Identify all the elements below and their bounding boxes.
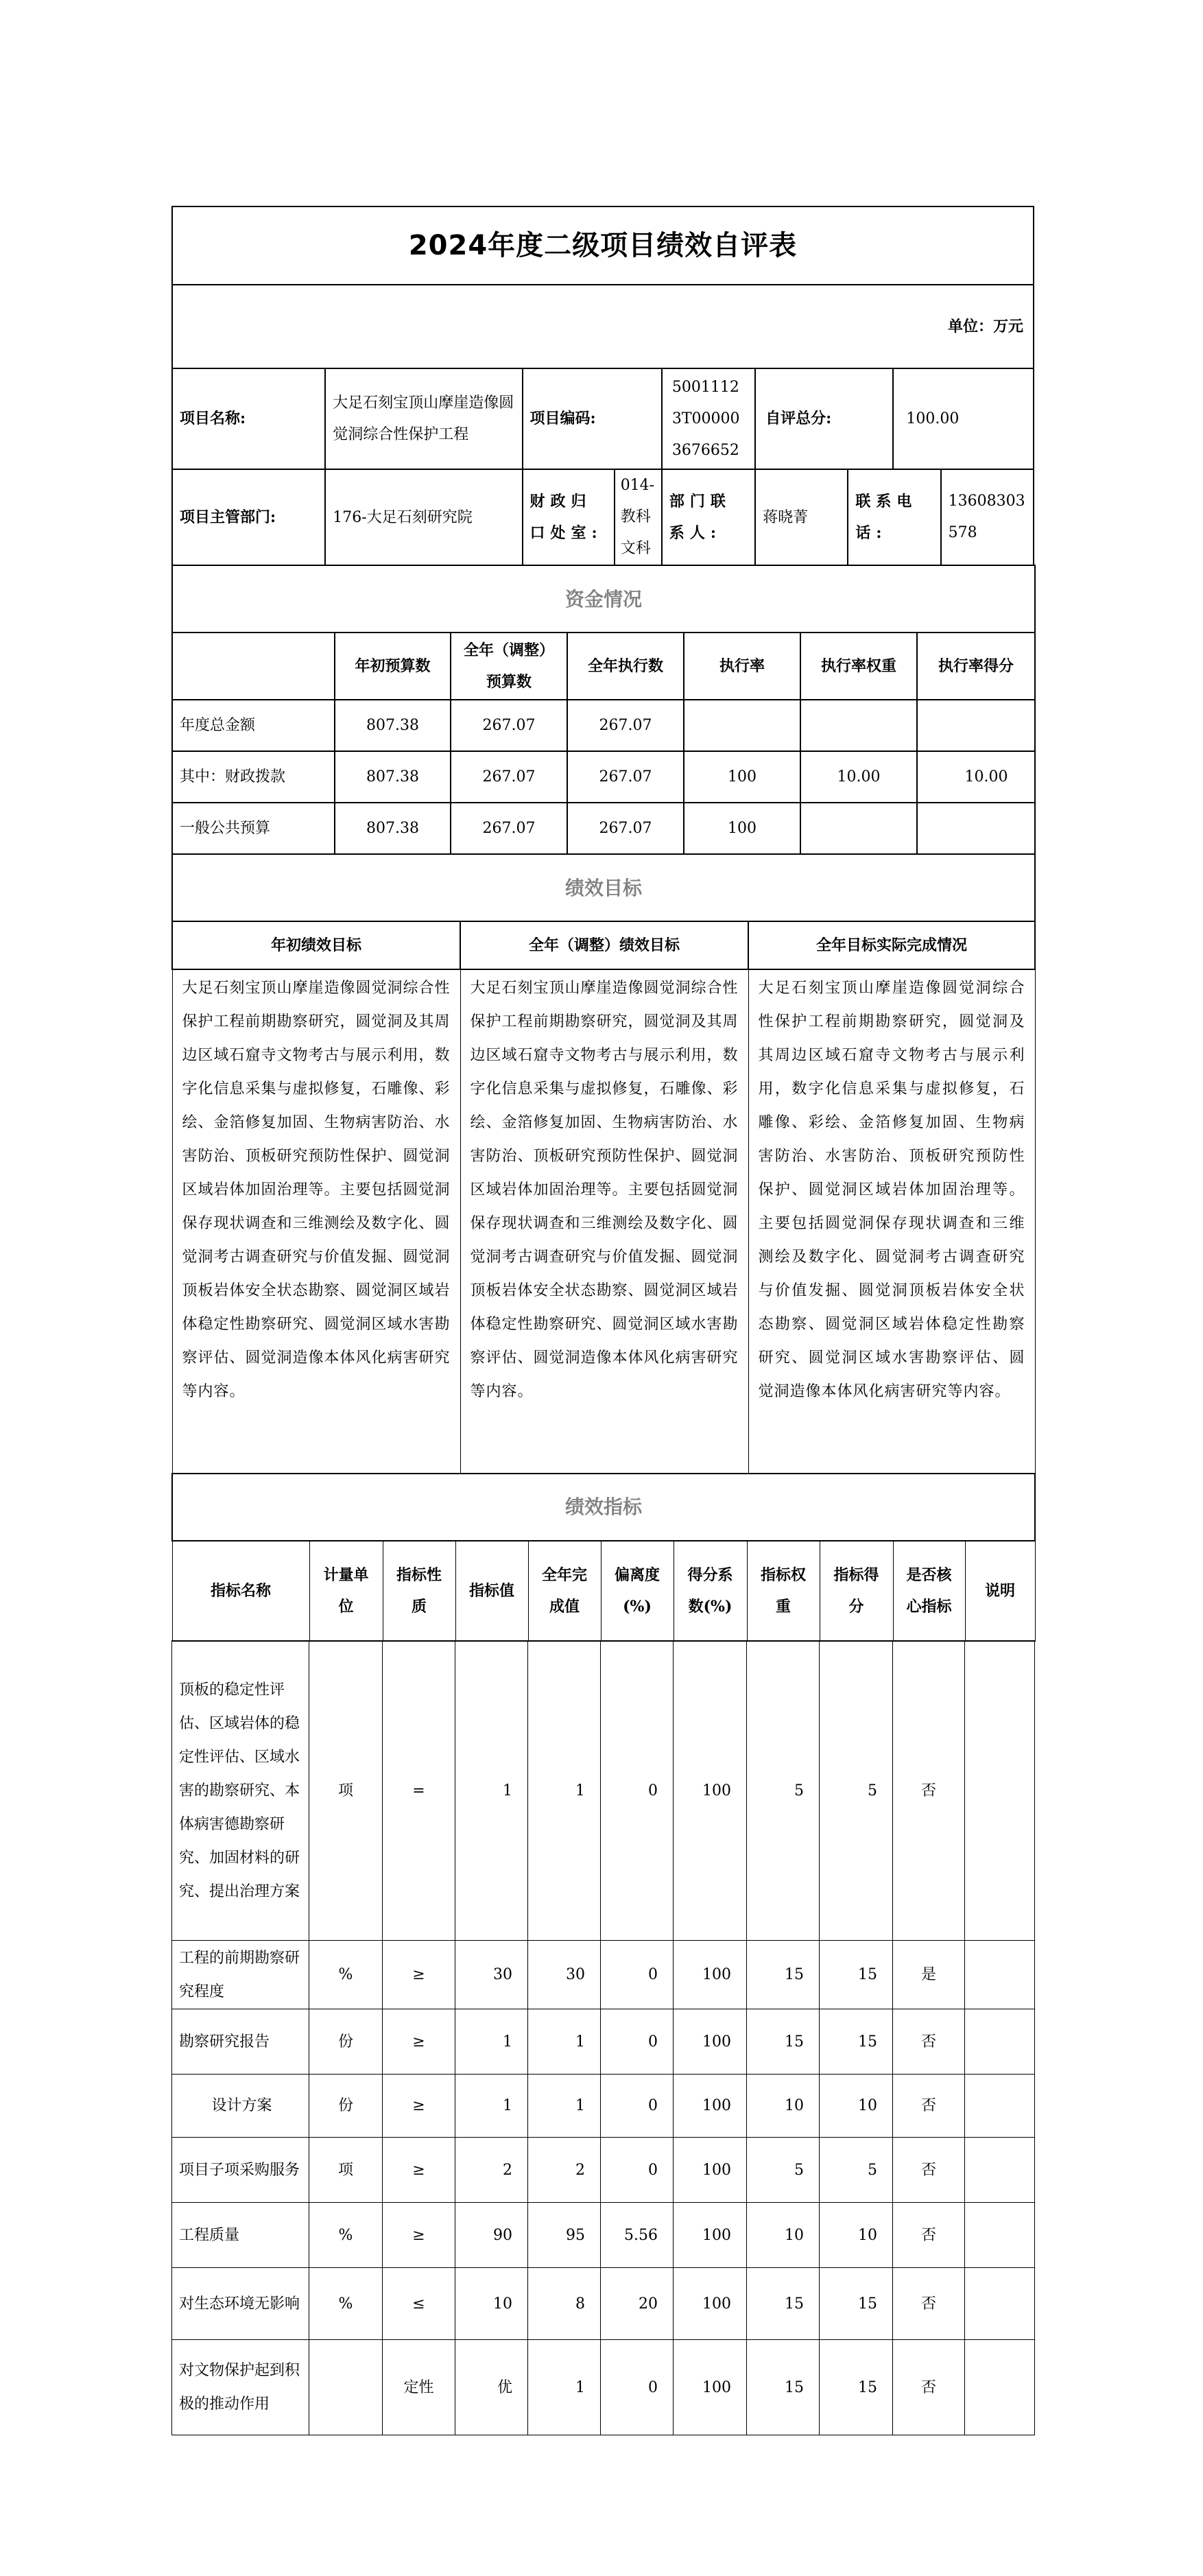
self-score-label: 自评总分: xyxy=(755,368,893,469)
funds-row-label: 一般公共预算 xyxy=(172,803,335,854)
indicator-nature: 定性 xyxy=(383,2340,455,2435)
initial-budget: 807.38 xyxy=(335,803,451,854)
rate-score: 10.00 xyxy=(917,751,1035,803)
indicator-note xyxy=(965,1641,1035,1941)
indicator-score: 15 xyxy=(820,2268,893,2340)
indicator-weight: 15 xyxy=(747,2340,820,2435)
funds-table xyxy=(171,565,1036,855)
indicator-coefficient: 100 xyxy=(674,2203,747,2268)
ind-header: 计量单位 xyxy=(309,1541,383,1642)
indicator-deviation: 0 xyxy=(601,1641,674,1941)
indicator-score: 10 xyxy=(820,2203,893,2268)
indicator-deviation: 0 xyxy=(601,2138,674,2203)
goal-initial-text: 大足石刻宝顶山摩崖造像圆觉洞综合性保护工程前期勘察研究，圆觉洞及其周边区域石窟寺文物考古与展示利用，数字化信息采集与虚拟修复，石雕像、彩绘、金箔修复加固、生物病害防治、水害防治、顶板研究预防性保护、圆觉洞区域岩体加固治理等。主要包括圆觉洞保存现状调查和三维测绘及数字化、圆觉洞考古调查研究与价值发掘、圆觉洞顶板岩体安全状态勘察、圆觉洞区域岩体稳定性勘察研究、圆觉洞区域水害勘察评估、圆觉洞造像本体风化病害研究等内容。 xyxy=(172,969,460,1474)
indicator-note xyxy=(965,2340,1035,2435)
project-code-label: 项目编码: xyxy=(523,368,662,469)
funds-header: 执行率得分 xyxy=(917,633,1035,700)
indicator-row xyxy=(172,2340,1035,2435)
ind-header: 指标性质 xyxy=(383,1541,455,1642)
unit-label: 单位：万元 xyxy=(172,285,1034,368)
indicator-name: 设计方案 xyxy=(172,2075,309,2138)
indicator-core: 否 xyxy=(893,2009,965,2075)
indicator-core: 是 xyxy=(893,1941,965,2009)
initial-budget: 807.38 xyxy=(335,700,451,751)
indicator-nature: = xyxy=(383,1641,455,1941)
indicator-row xyxy=(172,2009,1035,2075)
indicator-name: 对文物保护起到积极的推动作用 xyxy=(172,2340,309,2435)
adjusted-budget: 267.07 xyxy=(451,803,567,854)
indicator-nature: ≤ xyxy=(383,2268,455,2340)
ind-header: 是否核心指标 xyxy=(893,1541,965,1642)
indicator-name: 顶板的稳定性评估、区域岩体的稳定性评估、区域水害的勘察研究、本体病害德勘察研究、加固材料的研究、提出治理方案 xyxy=(172,1641,309,1941)
execution-rate xyxy=(684,700,800,751)
indicator-weight: 15 xyxy=(747,1941,820,2009)
indicator-name: 项目子项采购服务 xyxy=(172,2138,309,2203)
rate-weight xyxy=(800,700,917,751)
goals-section-title: 绩效目标 xyxy=(172,854,1035,921)
indicator-actual: 1 xyxy=(528,2009,601,2075)
goals-table xyxy=(171,853,1036,1474)
indicator-unit xyxy=(309,2340,383,2435)
indicator-core: 否 xyxy=(893,1641,965,1941)
ind-header: 说明 xyxy=(965,1541,1035,1642)
ind-header: 全年完成值 xyxy=(528,1541,601,1642)
indicator-unit: % xyxy=(309,1941,383,2009)
indicator-weight: 5 xyxy=(747,1641,820,1941)
indicator-nature: ≥ xyxy=(383,1941,455,2009)
page-title: 2024年度二级项目绩效自评表 xyxy=(172,206,1034,285)
indicator-score: 10 xyxy=(820,2075,893,2138)
indicator-coefficient: 100 xyxy=(674,1641,747,1941)
department-value: 176-大足石刻研究院 xyxy=(325,469,522,565)
indicator-actual: 30 xyxy=(528,1941,601,2009)
indicator-deviation: 0 xyxy=(601,2340,674,2435)
contact-label: 部门联系人: xyxy=(662,469,755,565)
indicator-weight: 15 xyxy=(747,2268,820,2340)
indicator-target: 10 xyxy=(455,2268,528,2340)
ind-header: 指标权重 xyxy=(747,1541,820,1642)
indicator-unit: 份 xyxy=(309,2009,383,2075)
funds-row xyxy=(172,700,1035,751)
indicator-actual: 95 xyxy=(528,2203,601,2268)
project-name-value: 大足石刻宝顶山摩崖造像圆觉洞综合性保护工程 xyxy=(325,368,522,469)
funds-header: 全年执行数 xyxy=(567,633,684,700)
indicator-note xyxy=(965,2075,1035,2138)
funds-header: 执行率权重 xyxy=(800,633,917,700)
indicator-target: 1 xyxy=(455,2075,528,2138)
funds-row xyxy=(172,803,1035,854)
indicator-unit: 份 xyxy=(309,2075,383,2138)
goals-header-row xyxy=(172,921,1035,969)
indicator-actual: 1 xyxy=(528,2340,601,2435)
indicator-target: 1 xyxy=(455,1641,528,1941)
indicator-name: 工程的前期勘察研究程度 xyxy=(172,1941,309,2009)
indicator-coefficient: 100 xyxy=(674,1941,747,2009)
indicator-unit: % xyxy=(309,2203,383,2268)
indicator-unit: 项 xyxy=(309,2138,383,2203)
indicator-actual: 1 xyxy=(528,1641,601,1941)
phone-label: 联系电话: xyxy=(848,469,940,565)
funds-row-label: 其中：财政拨款 xyxy=(172,751,335,803)
indicator-row xyxy=(172,2075,1035,2138)
indicator-score: 15 xyxy=(820,1941,893,2009)
indicator-target: 2 xyxy=(455,2138,528,2203)
indicator-target: 30 xyxy=(455,1941,528,2009)
phone-value: 13608303578 xyxy=(941,469,1034,565)
indicator-note xyxy=(965,2138,1035,2203)
ind-header: 指标得分 xyxy=(820,1541,893,1642)
indicators-section-title: 绩效指标 xyxy=(172,1474,1035,1541)
rate-score xyxy=(917,803,1035,854)
indicator-deviation: 0 xyxy=(601,2009,674,2075)
indicator-core: 否 xyxy=(893,2203,965,2268)
indicator-name: 勘察研究报告 xyxy=(172,2009,309,2075)
execution-rate: 100 xyxy=(684,803,800,854)
ind-header: 偏离度(%) xyxy=(601,1541,674,1642)
indicator-unit: % xyxy=(309,2268,383,2340)
goal-actual-text: 大足石刻宝顶山摩崖造像圆觉洞综合性保护工程前期勘察研究，圆觉洞及其周边区域石窟寺文物考古与展示利用，数字化信息采集与虚拟修复，石雕像、彩绘、金箔修复加固、生物病害防治、水害防治、顶板研究预防性保护、圆觉洞区域岩体加固治理等。主要包括圆觉洞保存现状调查和三维测绘及数字化、圆觉洞考古调查研究与价值发掘、圆觉洞顶板岩体安全状态勘察、圆觉洞区域岩体稳定性勘察研究、圆觉洞区域水害勘察评估、圆觉洞造像本体风化病害研究等内容。 xyxy=(748,969,1035,1474)
indicator-name: 对生态环境无影响 xyxy=(172,2268,309,2340)
department-label: 项目主管部门: xyxy=(172,469,325,565)
indicator-deviation: 5.56 xyxy=(601,2203,674,2268)
indicator-actual: 8 xyxy=(528,2268,601,2340)
indicator-score: 5 xyxy=(820,1641,893,1941)
finance-office-value: 014-教科文科 xyxy=(615,469,662,565)
self-score-value: 100.00 xyxy=(893,368,1034,469)
executed-amount: 267.07 xyxy=(567,700,684,751)
adjusted-budget: 267.07 xyxy=(451,700,567,751)
ind-header: 指标名称 xyxy=(172,1541,309,1642)
indicator-core: 否 xyxy=(893,2268,965,2340)
indicator-deviation: 20 xyxy=(601,2268,674,2340)
goal-header-initial: 年初绩效目标 xyxy=(172,921,460,969)
rate-weight: 10.00 xyxy=(800,751,917,803)
project-name-label: 项目名称: xyxy=(172,368,325,469)
indicator-name: 工程质量 xyxy=(172,2203,309,2268)
finance-office-label: 财政归口处室: xyxy=(523,469,615,565)
indicator-nature: ≥ xyxy=(383,2203,455,2268)
indicator-row xyxy=(172,2138,1035,2203)
contact-value: 蒋晓菁 xyxy=(755,469,848,565)
adjusted-budget: 267.07 xyxy=(451,751,567,803)
funds-section-title: 资金情况 xyxy=(172,565,1035,633)
indicator-note xyxy=(965,1941,1035,2009)
indicator-nature: ≥ xyxy=(383,2009,455,2075)
indicator-core: 否 xyxy=(893,2138,965,2203)
executed-amount: 267.07 xyxy=(567,803,684,854)
indicator-nature: ≥ xyxy=(383,2138,455,2203)
indicator-unit: 项 xyxy=(309,1641,383,1941)
initial-budget: 807.38 xyxy=(335,751,451,803)
ind-header: 指标值 xyxy=(455,1541,528,1642)
indicator-note xyxy=(965,2268,1035,2340)
indicator-deviation: 0 xyxy=(601,1941,674,2009)
goal-header-actual: 全年目标实际完成情况 xyxy=(748,921,1035,969)
header-table xyxy=(171,206,1034,566)
funds-header: 全年（调整）预算数 xyxy=(451,633,567,700)
indicator-actual: 1 xyxy=(528,2075,601,2138)
indicator-row xyxy=(172,2268,1035,2340)
indicator-note xyxy=(965,2203,1035,2268)
indicator-score: 15 xyxy=(820,2009,893,2075)
indicator-coefficient: 100 xyxy=(674,2340,747,2435)
performance-evaluation-form xyxy=(171,206,1034,2435)
indicator-coefficient: 100 xyxy=(674,2009,747,2075)
indicator-weight: 10 xyxy=(747,2203,820,2268)
indicator-core: 否 xyxy=(893,2075,965,2138)
indicator-nature: ≥ xyxy=(383,2075,455,2138)
funds-header: 执行率 xyxy=(684,633,800,700)
indicators-table xyxy=(171,1473,1036,1642)
indicator-target: 90 xyxy=(455,2203,528,2268)
funds-row xyxy=(172,751,1035,803)
indicator-note xyxy=(965,2009,1035,2075)
funds-header xyxy=(172,633,335,700)
indicators-body xyxy=(171,1640,1035,2435)
indicator-weight: 5 xyxy=(747,2138,820,2203)
indicator-row xyxy=(172,1641,1035,1941)
ind-header: 得分系数(%) xyxy=(674,1541,747,1642)
funds-header-row xyxy=(172,633,1035,700)
indicator-actual: 2 xyxy=(528,2138,601,2203)
execution-rate: 100 xyxy=(684,751,800,803)
indicator-coefficient: 100 xyxy=(674,2075,747,2138)
indicators-header-row xyxy=(172,1541,1035,1642)
indicator-score: 15 xyxy=(820,2340,893,2435)
rate-weight xyxy=(800,803,917,854)
indicator-target: 1 xyxy=(455,2009,528,2075)
indicator-row xyxy=(172,1941,1035,2009)
executed-amount: 267.07 xyxy=(567,751,684,803)
goals-content-row xyxy=(172,969,1035,1474)
indicator-weight: 10 xyxy=(747,2075,820,2138)
project-code-value: 50011123T000003676652 xyxy=(662,368,755,469)
indicator-row xyxy=(172,2203,1035,2268)
indicator-score: 5 xyxy=(820,2138,893,2203)
goal-header-adjusted: 全年（调整）绩效目标 xyxy=(460,921,748,969)
indicator-deviation: 0 xyxy=(601,2075,674,2138)
funds-row-label: 年度总金额 xyxy=(172,700,335,751)
indicator-weight: 15 xyxy=(747,2009,820,2075)
rate-score xyxy=(917,700,1035,751)
funds-header: 年初预算数 xyxy=(335,633,451,700)
indicator-target: 优 xyxy=(455,2340,528,2435)
indicator-core: 否 xyxy=(893,2340,965,2435)
goal-adjusted-text: 大足石刻宝顶山摩崖造像圆觉洞综合性保护工程前期勘察研究，圆觉洞及其周边区域石窟寺文物考古与展示利用，数字化信息采集与虚拟修复，石雕像、彩绘、金箔修复加固、生物病害防治、水害防治、顶板研究预防性保护、圆觉洞区域岩体加固治理等。主要包括圆觉洞保存现状调查和三维测绘及数字化、圆觉洞考古调查研究与价值发掘、圆觉洞顶板岩体安全状态勘察、圆觉洞区域岩体稳定性勘察研究、圆觉洞区域水害勘察评估、圆觉洞造像本体风化病害研究等内容。 xyxy=(460,969,748,1474)
indicator-coefficient: 100 xyxy=(674,2268,747,2340)
indicator-coefficient: 100 xyxy=(674,2138,747,2203)
